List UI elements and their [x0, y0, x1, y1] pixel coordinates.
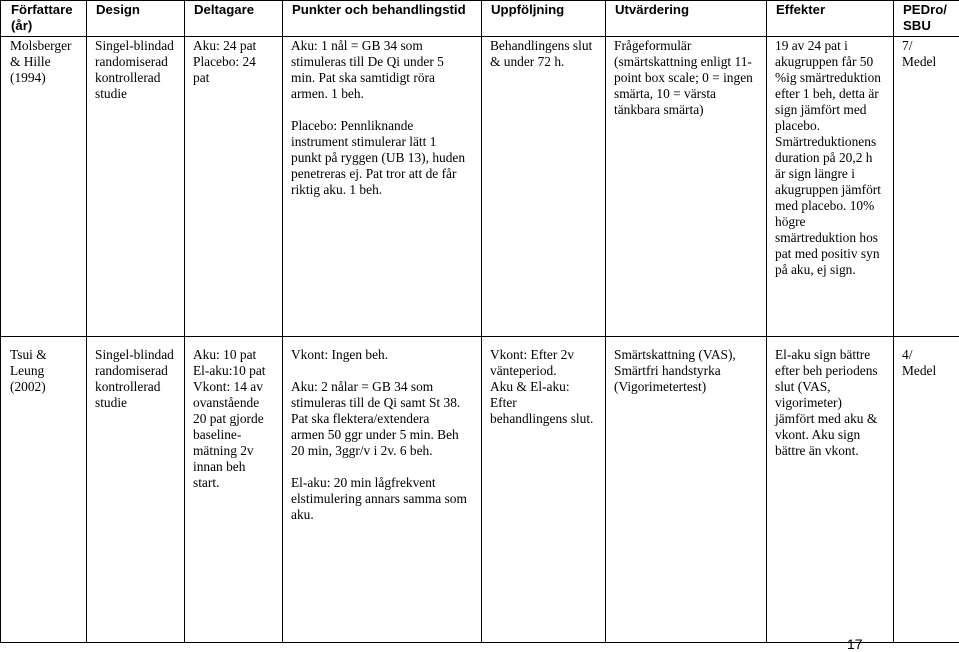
cell-line: start. [193, 475, 220, 490]
header-participants: Deltagare [185, 1, 283, 37]
cell-line: placebo. [775, 118, 820, 133]
points-aku [291, 379, 477, 459]
cell-points [283, 37, 482, 337]
cell-line: vkont. Aku sign [775, 427, 861, 442]
cell-line: Aku: 10 pat [193, 347, 257, 362]
header-pedro: PEDro/ SBU [894, 1, 959, 37]
cell-author [1, 37, 87, 337]
cell-line: studie [95, 395, 127, 410]
cell-line: Medel [902, 54, 937, 69]
cell-line: riktig aku. 1 beh. [291, 182, 383, 197]
header-points: Punkter och behandlingstid [283, 1, 482, 37]
cell-points [283, 337, 482, 643]
cell-participants [185, 337, 283, 643]
cell-line: kontrollerad [95, 70, 161, 85]
cell-line: Smärtreduktionens [775, 134, 877, 149]
cell-line: mätning 2v [193, 443, 254, 458]
cell-line: randomiserad [95, 363, 168, 378]
cell-line: vänteperiod. [490, 363, 557, 378]
cell-line: randomiserad [95, 54, 168, 69]
header-effects: Effekter [767, 1, 894, 37]
cell-line: min. Pat ska samtidigt röra [291, 70, 435, 85]
points-vkont [291, 347, 477, 363]
cell-line: Smärtfri handstyrka [614, 363, 721, 378]
cell-line: 20 min, 3ggr/v i 2v. 6 beh. [291, 443, 433, 458]
cell-line: stimuleras till de Qi samt St 38. [291, 395, 461, 410]
cell-line: högre [775, 214, 806, 229]
cell-line: El-aku:10 pat [193, 363, 266, 378]
cell-line: (1994) [10, 70, 46, 85]
cell-line: med placebo. 10% [775, 198, 875, 213]
cell-line: %ig smärtreduktion [775, 70, 881, 85]
cell-line: 19 av 24 pat i [775, 38, 848, 53]
header-author: Författare (år) [1, 1, 87, 37]
cell-line: efter beh periodens [775, 363, 878, 378]
cell-line: aku. [291, 507, 314, 522]
cell-line: innan beh [193, 459, 246, 474]
points-placebo [291, 118, 477, 198]
cell-evaluation [606, 337, 767, 643]
cell-participants [185, 37, 283, 337]
cell-line: & Hille [10, 54, 51, 69]
cell-line: El-aku: 20 min lågfrekvent [291, 475, 436, 490]
cell-line: 4/ [902, 347, 913, 362]
page-number: 17 [847, 636, 863, 652]
cell-line: Leung [10, 363, 45, 378]
cell-line: 20 pat gjorde [193, 411, 264, 426]
cell-line: pat [193, 70, 210, 85]
cell-line: Placebo: 24 [193, 54, 256, 69]
cell-design [87, 337, 185, 643]
cell-line: armen 50 ggr under 5 min. Beh [291, 427, 459, 442]
cell-line: Aku: 2 nålar = GB 34 som [291, 379, 434, 394]
cell-pedro [894, 337, 959, 643]
cell-line: tänkbara smärta) [614, 102, 704, 117]
cell-line: 7/ [902, 38, 913, 53]
cell-line: (2002) [10, 379, 46, 394]
cell-line: Vkont: Efter 2v [490, 347, 575, 362]
cell-effects [767, 37, 894, 337]
cell-line: point box scale; 0 = ingen [614, 70, 753, 85]
cell-line: Smärtskattning (VAS), [614, 347, 736, 362]
cell-line: smärtreduktion hos [775, 230, 879, 245]
cell-effects [767, 337, 894, 643]
cell-line: Vkont: 14 av [193, 379, 263, 394]
cell-line: (smärtskattning enligt 11- [614, 54, 752, 69]
cell-line: pat med positiv syn [775, 246, 880, 261]
cell-line: & under 72 h. [490, 54, 565, 69]
cell-line: El-aku sign bättre [775, 347, 871, 362]
header-design: Design [87, 1, 185, 37]
cell-line: (Vigorimetertest) [614, 379, 707, 394]
cell-line: Singel-blindad [95, 347, 174, 362]
cell-line: Molsberger [10, 38, 72, 53]
cell-evaluation [606, 37, 767, 337]
cell-line: stimuleras till De Qi under 5 [291, 54, 444, 69]
cell-line: Singel-blindad [95, 38, 174, 53]
cell-line: baseline- [193, 427, 242, 442]
cell-line: studie [95, 86, 127, 101]
cell-line: duration på 20,2 h [775, 150, 873, 165]
header-row [1, 1, 959, 37]
cell-line: ovanstående [193, 395, 260, 410]
cell-line: Aku: 24 pat [193, 38, 257, 53]
cell-line: efter 1 beh, detta är [775, 86, 879, 101]
header-evaluation: Utvärdering [606, 1, 767, 37]
cell-line: punkt på ryggen (UB 13), huden [291, 150, 466, 165]
cell-line: Pat ska flektera/extendera [291, 411, 430, 426]
table-row [1, 37, 959, 337]
cell-line: Efter [490, 395, 517, 410]
cell-line: vigorimeter) [775, 395, 842, 410]
points-aku [291, 38, 477, 102]
cell-line: Frågeformulär [614, 38, 692, 53]
cell-line: sign jämfört med [775, 102, 867, 117]
cell-line: Tsui & [10, 347, 47, 362]
points-el-aku [291, 475, 477, 523]
cell-line: armen. 1 beh. [291, 86, 364, 101]
cell-line: kontrollerad [95, 379, 161, 394]
cell-line: slut (VAS, [775, 379, 831, 394]
cell-line: Aku & El-aku: [490, 379, 570, 394]
cell-line: Aku: 1 nål = GB 34 som [291, 38, 423, 53]
cell-followup [482, 37, 606, 337]
header-followup: Uppföljning [482, 1, 606, 37]
cell-line: jämfört med aku & [775, 411, 878, 426]
cell-line: akugruppen får 50 [775, 54, 874, 69]
cell-line: bättre än vkont. [775, 443, 859, 458]
cell-followup [482, 337, 606, 643]
cell-line: akugruppen jämfört [775, 182, 881, 197]
cell-line: är sign längre i [775, 166, 855, 181]
cell-pedro [894, 37, 959, 337]
cell-line: elstimulering annars samma som [291, 491, 467, 506]
cell-line: instrument stimulerar lätt 1 [291, 134, 437, 149]
cell-line: Vkont: Ingen beh. [291, 347, 389, 362]
cell-line: Medel [902, 363, 937, 378]
cell-author [1, 337, 87, 643]
cell-line: behandlingens slut. [490, 411, 594, 426]
cell-design [87, 37, 185, 337]
cell-line: smärta, 10 = värsta [614, 86, 716, 101]
cell-line: penetreras ej. Pat tror att de får [291, 166, 457, 181]
cell-line: Behandlingens slut [490, 38, 593, 53]
table-row [1, 337, 959, 643]
cell-line: på aku, ej sign. [775, 262, 856, 277]
cell-line: Placebo: Pennliknande [291, 118, 414, 133]
